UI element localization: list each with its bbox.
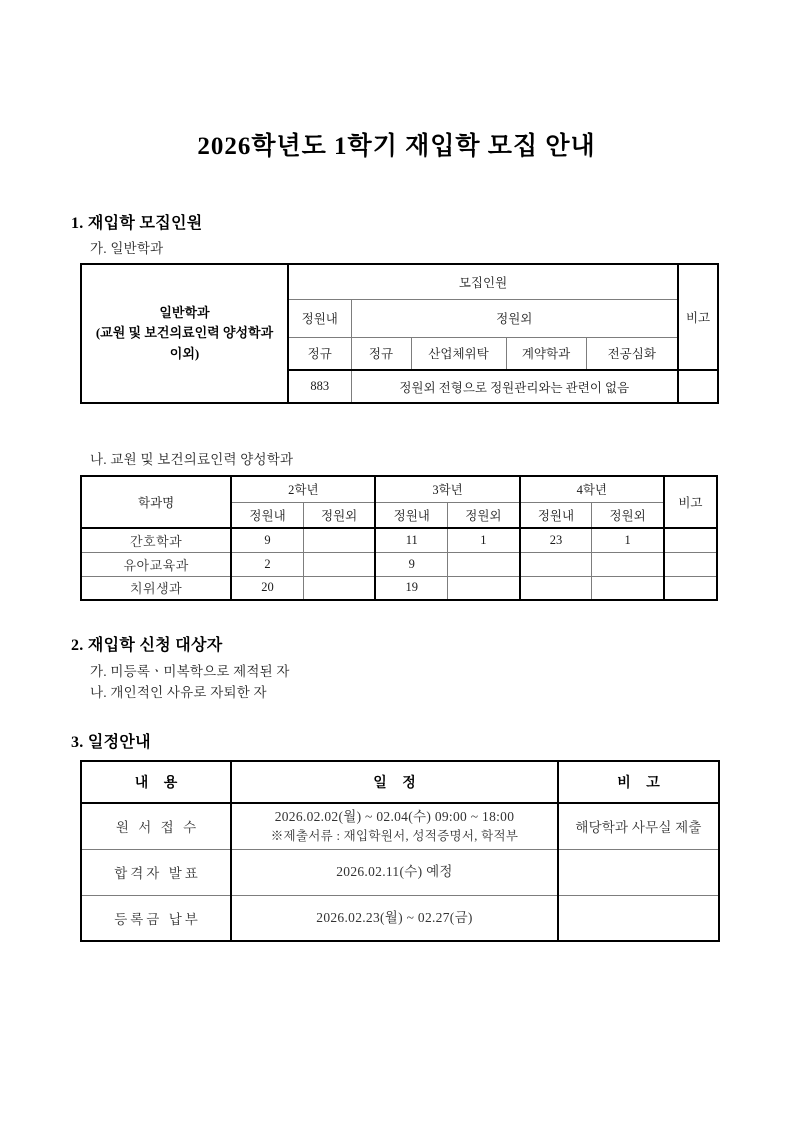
cell-g4-outside: 1 xyxy=(592,528,664,552)
table-row xyxy=(81,761,719,803)
header-g2-outside: 정원외 xyxy=(303,502,375,528)
general-dept-line1: 일반학과 xyxy=(159,305,210,321)
cell-g3-inside: 19 xyxy=(375,576,447,600)
table-row xyxy=(81,895,719,941)
table-row xyxy=(81,576,717,600)
section-2-item-b: 나. 개인적인 사유로 자퇴한 자 xyxy=(90,685,267,700)
cell-g2-outside xyxy=(303,528,375,552)
schedule-note-cell: 해당학과 사무실 제출 xyxy=(558,803,719,849)
table-row xyxy=(81,528,717,552)
header-g3-inside: 정원내 xyxy=(375,502,447,528)
header-inside-regular: 정규 xyxy=(288,337,351,370)
cell-row-note xyxy=(664,576,717,600)
header-note: 비고 xyxy=(678,264,718,370)
general-dept-label xyxy=(81,264,288,403)
dept-name: 간호학과 xyxy=(81,528,231,552)
header-g3-outside: 정원외 xyxy=(448,502,520,528)
header-outside-quota: 정원외 xyxy=(351,299,678,337)
section-2-item-a: 가. 미등록ㆍ미복학으로 제적된 자 xyxy=(90,664,290,679)
schedule-item-label: 합격자 발표 xyxy=(81,849,231,895)
section-1-heading: 1. 재입학 모집인원 xyxy=(71,215,203,232)
cell-g3-inside: 9 xyxy=(375,552,447,576)
section-2-heading: 2. 재입학 신청 대상자 xyxy=(71,637,223,654)
header-grade-3: 3학년 xyxy=(375,476,519,502)
value-general-note xyxy=(678,370,718,403)
health-education-dept-table xyxy=(80,475,718,601)
value-inside-regular: 883 xyxy=(288,370,351,403)
schedule-item-label: 원 서 접 수 xyxy=(81,803,231,849)
dept-name: 유아교육과 xyxy=(81,552,231,576)
schedule-date-main: 2026.02.23(월) ~ 02.27(금) xyxy=(316,909,473,925)
header-grade-4: 4학년 xyxy=(520,476,664,502)
header-g2-inside: 정원내 xyxy=(231,502,303,528)
value-outside-note: 정원외 전형으로 정원관리와는 관련이 없음 xyxy=(351,370,678,403)
general-admission-table xyxy=(80,263,719,404)
table-row xyxy=(81,803,719,849)
general-dept-line3: 이외) xyxy=(169,345,200,361)
header-inside-quota: 정원내 xyxy=(288,299,351,337)
schedule-date-cell xyxy=(231,803,558,849)
schedule-item-label: 등록금 납부 xyxy=(81,895,231,941)
header-g4-outside: 정원외 xyxy=(592,502,664,528)
table-row xyxy=(81,552,717,576)
cell-row-note xyxy=(664,552,717,576)
schedule-note-cell xyxy=(558,849,719,895)
dept-name: 치위생과 xyxy=(81,576,231,600)
cell-g2-outside xyxy=(303,552,375,576)
cell-g3-outside xyxy=(448,576,520,600)
table-row xyxy=(81,849,719,895)
header-grade-2: 2학년 xyxy=(231,476,375,502)
header-outside-regular: 정규 xyxy=(351,337,411,370)
schedule-date-cell xyxy=(231,849,558,895)
header-industry-commission: 산업체위탁 xyxy=(411,337,506,370)
schedule-date-note: ※제출서류 : 재입학원서, 성적증명서, 학적부 xyxy=(270,828,519,843)
header-advanced-major: 전공심화 xyxy=(586,337,678,370)
cell-g4-inside: 23 xyxy=(520,528,592,552)
page-title: 2026학년도 1학기 재입학 모집 안내 xyxy=(197,133,596,160)
header-dept-name: 학과명 xyxy=(81,476,231,528)
cell-g4-outside xyxy=(592,576,664,600)
header-schedule-date: 일 정 xyxy=(231,761,558,803)
section-1-sub-b: 나. 교원 및 보건의료인력 양성학과 xyxy=(90,452,294,467)
cell-g2-inside: 20 xyxy=(231,576,303,600)
cell-g3-outside xyxy=(448,552,520,576)
cell-g4-inside xyxy=(520,552,592,576)
header-health-note: 비고 xyxy=(664,476,717,528)
header-g4-inside: 정원내 xyxy=(520,502,592,528)
cell-g4-inside xyxy=(520,576,592,600)
header-contract-dept: 계약학과 xyxy=(506,337,586,370)
cell-g2-inside: 2 xyxy=(231,552,303,576)
cell-g3-inside: 11 xyxy=(375,528,447,552)
header-quota: 모집인원 xyxy=(288,264,678,299)
cell-g2-outside xyxy=(303,576,375,600)
schedule-date-main: 2026.02.02(월) ~ 02.04(수) 09:00 ~ 18:00 xyxy=(274,809,515,825)
section-1-sub-a: 가. 일반학과 xyxy=(90,241,164,256)
cell-g3-outside: 1 xyxy=(448,528,520,552)
cell-g4-outside xyxy=(592,552,664,576)
table-row xyxy=(81,264,718,299)
table-row xyxy=(81,476,717,502)
general-dept-line2: (교원 및 보건의료인력 양성학과 xyxy=(95,325,274,341)
header-schedule-item: 내 용 xyxy=(81,761,231,803)
schedule-date-main: 2026.02.11(수) 예정 xyxy=(336,864,453,880)
cell-row-note xyxy=(664,528,717,552)
schedule-table xyxy=(80,760,720,942)
header-schedule-note: 비 고 xyxy=(558,761,719,803)
cell-g2-inside: 9 xyxy=(231,528,303,552)
section-3-heading: 3. 일정안내 xyxy=(71,734,151,751)
schedule-date-cell xyxy=(231,895,558,941)
schedule-note-cell xyxy=(558,895,719,941)
